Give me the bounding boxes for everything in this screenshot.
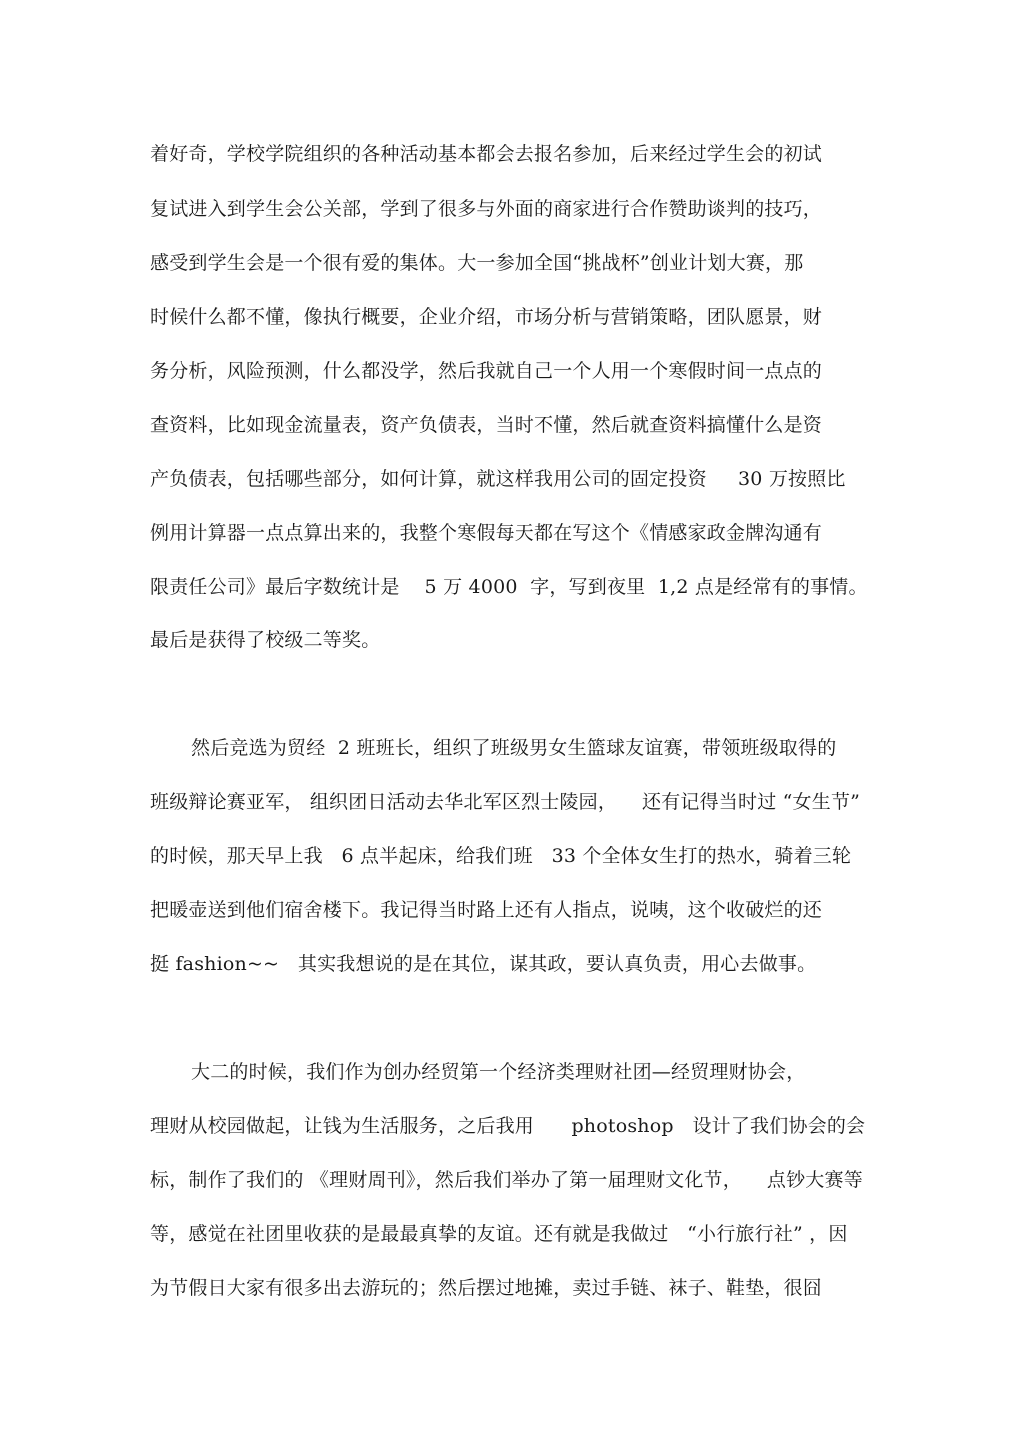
text-line: 最后是获得了校级二等奖。: [150, 629, 381, 651]
text-line: 大二的时候，我们作为创办经贸第一个经济类理财社团—经贸理财协会，: [191, 1061, 806, 1083]
text-line: 时候什么都不懂，像执行概要，企业介绍，市场分析与营销策略，团队愿景，财: [150, 306, 823, 328]
text-line: 然后竞选为贸经 2 班班长，组织了班级男女生篮球友谊赛，带领班级取得的: [191, 737, 837, 759]
text-line: 的时候，那天早上我 6 点半起床，给我们班 33 个全体女生打的热水，骑着三轮: [150, 845, 852, 867]
text-line: 务分析，风险预测，什么都没学，然后我就自己一个人用一个寒假时间一点点的: [150, 360, 823, 382]
text-line: 复试进入到学生会公关部，学到了很多与外面的商家进行合作赞助谈判的技巧，: [150, 198, 823, 220]
text-line: 产负债表，包括哪些部分，如何计算，就这样我用公司的固定投资 30 万按照比: [150, 468, 846, 490]
text-line: 挺 fashion~~ 其实我想说的是在其位，谋其政，要认真负责，用心去做事。: [150, 953, 817, 975]
text-line: 限责任公司》最后字数统计是 5 万 4000 字，写到夜里 1,2 点是经常有的事情。: [150, 576, 868, 598]
text-line: 等，感觉在社团里收获的是最最真挚的友谊。还有就是我做过 “小行旅行社” ，因: [150, 1223, 848, 1245]
text-line: 标，制作了我们的 《理财周刊》，然后我们举办了第一届理财文化节， 点钞大赛等: [150, 1169, 863, 1191]
text-line: 为节假日大家有很多出去游玩的；然后摆过地摊，卖过手链、袜子、鞋垫，很囧: [150, 1277, 823, 1299]
text-line: 班级辩论赛亚军， 组织团日活动去华北军区烈士陵园， 还有记得当时过 “女生节”: [150, 791, 861, 813]
text-line: 把暖壶送到他们宿舍楼下。我记得当时路上还有人指点，说咦，这个收破烂的还: [150, 899, 823, 921]
text-line: 着好奇，学校学院组织的各种活动基本都会去报名参加，后来经过学生会的初试: [150, 143, 823, 165]
text-line: 查资料，比如现金流量表，资产负债表，当时不懂，然后就查资料搞懂什么是资: [150, 414, 823, 436]
text-line: 理财从校园做起，让钱为生活服务，之后我用 photoshop 设计了我们协会的会: [150, 1115, 866, 1137]
text-line: 例用计算器一点点算出来的，我整个寒假每天都在写这个《情感家政金牌沟通有: [150, 522, 823, 544]
text-line: 感受到学生会是一个很有爱的集体。大一参加全国“挑战杯”创业计划大赛，那: [150, 252, 804, 274]
